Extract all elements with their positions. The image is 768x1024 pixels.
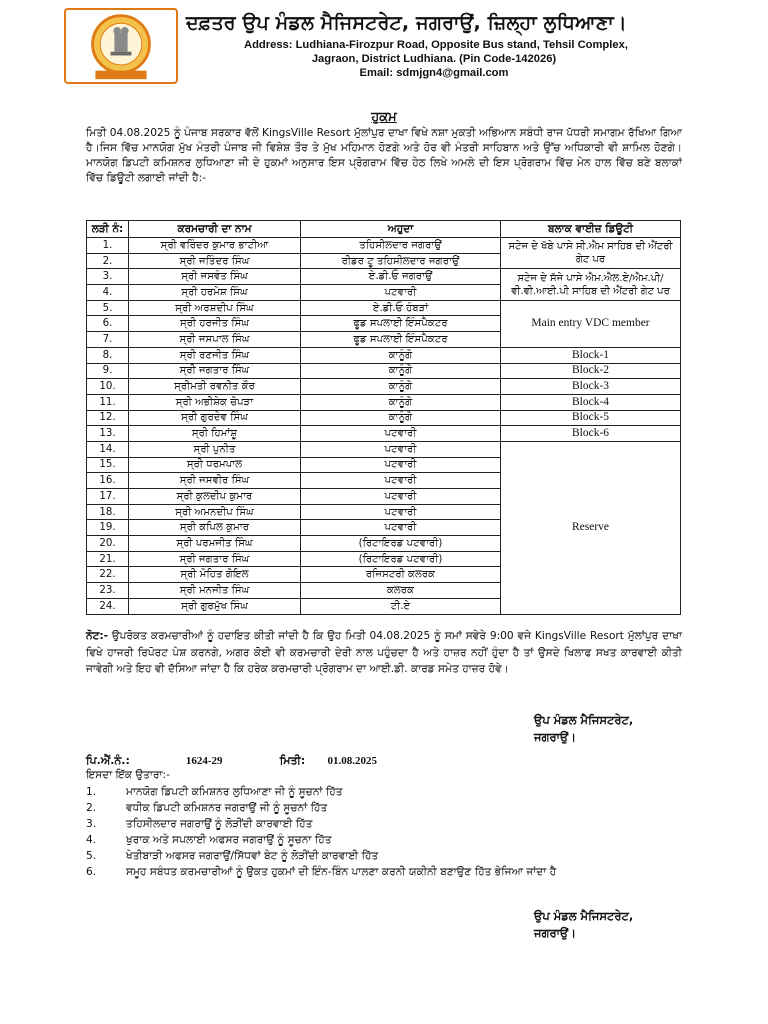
cell-employee-name: ਸ੍ਰੀ ਰਣਜੀਤ ਸਿੰਘ [129, 347, 301, 363]
cell-designation: ਰੀਡਰ ਟੂ ਤਹਿਸੀਲਦਾਰ ਜਗਰਾਉਂ [301, 253, 501, 269]
cell-designation: ਪਟਵਾਰੀ [301, 426, 501, 442]
note-section [86, 628, 682, 678]
cell-employee-name: ਸ੍ਰੀ ਜਗਤਾਰ ਸਿੰਘ [129, 363, 301, 379]
memo-date: 01.08.2025 [327, 755, 378, 767]
cell-serial: 9. [87, 363, 129, 379]
cell-serial: 10. [87, 379, 129, 395]
cell-serial: 15. [87, 457, 129, 473]
cell-employee-name: ਸ੍ਰੀ ਜਸਪਾਲ ਸਿੰਘ [129, 332, 301, 348]
duty-block: Block-2 [501, 363, 681, 379]
copy-intro: ਇਸਦਾ ਇੱਕ ਉਤਾਰਾ:- [86, 769, 170, 781]
office-email: Email: sdmjgn4@gmail.com [359, 67, 509, 79]
cell-designation: ਕਾਨੂੰਗੋ [301, 347, 501, 363]
duty-block: Block-6 [501, 426, 681, 442]
cell-employee-name: ਸ੍ਰੀ ਪਰਮਜੀਤ ਸਿੰਘ [129, 536, 301, 552]
copy-list [86, 784, 686, 880]
duty-block: Block-3 [501, 379, 681, 395]
cell-designation: ਪਟਵਾਰੀ [301, 457, 501, 473]
signature-place: ਜਗਰਾਉਂ। [534, 730, 576, 744]
signature-block-2 [534, 908, 633, 942]
cell-serial: 6. [87, 316, 129, 332]
cell-designation: ਰਜਿਸਟਰੀ ਕਲਰਕ [301, 567, 501, 583]
cell-employee-name: ਸ੍ਰੀ ਹਿਮਾਂਸ਼ੂ [129, 426, 301, 442]
cell-serial: 22. [87, 567, 129, 583]
cell-employee-name: ਸ੍ਰੀ ਜਸਵੀਰ ਸਿੰਘ [129, 473, 301, 489]
cell-employee-name: ਸ੍ਰੀ ਅਭੀਸ਼ੇਕ ਚੋਪੜਾ [129, 394, 301, 410]
cell-employee-name: ਸ੍ਰੀ ਮੋਹਿਤ ਗੋਇਲ [129, 567, 301, 583]
duty-block: Block-5 [501, 410, 681, 426]
cell-designation: ਪਟਵਾਰੀ [301, 285, 501, 301]
copy-item-text: ਵਧੀਕ ਡਿਪਟੀ ਕਮਿਸ਼ਨਰ ਜਗਰਾਉਂ ਜੀ ਨੂੰ ਸੂਚਨਾਂ ਹਿੱਤ [126, 802, 328, 814]
signature-title: ਉਪ ਮੰਡਲ ਮੈਜਿਸਟਰੇਟ, [534, 909, 634, 923]
memo-label: ਪਿ.ਐਂ.ਨੰ.: [86, 754, 130, 767]
duty-mla-entry-gate: ਸਟੇਜ ਦੇ ਸੱਜੇ ਪਾਸੇ ਐਮ.ਐਲ.ਏ/ਐਮ.ਪੀ/ਵੀ.ਵੀ.ਆਈ.ਪੀ ਸਾਹਿਬ ਦੀ ਐਂਟਰੀ ਗੇਟ ਪਰ [501, 269, 681, 300]
signature-title: ਉਪ ਮੰਡਲ ਮੈਜਿਸਟਰੇਟ, [534, 713, 634, 727]
note-label: ਨੋਟ:- [86, 630, 109, 642]
cell-designation: ਕਾਨੂੰਗੋ [301, 363, 501, 379]
table-row [87, 300, 681, 316]
cell-designation: ਕਾਨੂੰਗੋ [301, 379, 501, 395]
cell-employee-name: ਸ੍ਰੀ ਜਤਿੰਦਰ ਸਿੰਘ [129, 253, 301, 269]
cell-designation: ਫੂਡ ਸਪਲਾਈ ਇੰਸਪੈਕਟਰ [301, 316, 501, 332]
cell-serial: 18. [87, 504, 129, 520]
copy-list-item [86, 816, 686, 832]
copy-item-text: ਸਮੂਹ ਸਬੰਧਤ ਕਰਮਚਾਰੀਆਂ ਨੂੰ ਉਕਤ ਹੁਕਮਾਂ ਦੀ ਇੰਨ-ਬਿੰਨ ਪਾਲਣਾ ਕਰਨੀ ਯਕੀਨੀ ਬਣਾਉਣ ਹਿੱਤ ਭੇਜਿਆ ਜਾਂਦਾ ਹੈ [126, 866, 557, 878]
cell-designation: ਪਟਵਾਰੀ [301, 441, 501, 457]
cell-designation: ਏ.ਡੀ.ਓ ਹੰਬੜਾਂ [301, 300, 501, 316]
cell-employee-name: ਸ੍ਰੀ ਜਸਵੰਤ ਸਿੰਘ [129, 269, 301, 285]
cell-designation: ਪਟਵਾਰੀ [301, 489, 501, 505]
cell-designation: ਫੂਡ ਸਪਲਾਈ ਇੰਸਪੈਕਟਰ [301, 332, 501, 348]
table-row [87, 347, 681, 363]
cell-designation: ਪਟਵਾਰੀ [301, 504, 501, 520]
cell-serial: 5. [87, 300, 129, 316]
cell-serial: 20. [87, 536, 129, 552]
table-row [87, 379, 681, 395]
duty-table-header [87, 221, 681, 238]
office-title: ਦਫ਼ਤਰ ਉਪ ਮੰਡਲ ਮੈਜਿਸਟਰੇਟ, ਜਗਰਾਉਂ, ਜ਼ਿਲ੍ਹਾ ਲੁਧਿਆਣਾ। [186, 12, 627, 34]
office-address [244, 38, 628, 80]
address-line-2: Jagraon, District Ludhiana. (Pin Code-142026) [311, 53, 557, 65]
cell-serial: 11. [87, 394, 129, 410]
table-row [87, 410, 681, 426]
cell-serial: 2. [87, 253, 129, 269]
duty-block: Block-1 [501, 347, 681, 363]
cell-employee-name: ਸ੍ਰੀ ਅਰਸ਼ਦੀਪ ਸਿੰਘ [129, 300, 301, 316]
copy-item-number: 1. [86, 786, 97, 798]
copy-list-item [86, 832, 686, 848]
cell-serial: 17. [87, 489, 129, 505]
signature-block-1 [534, 712, 633, 746]
address-line-1: Address: Ludhiana-Firozpur Road, Opposite Bus stand, Tehsil Complex, [244, 39, 628, 51]
copy-item-number: 6. [86, 866, 97, 878]
duty-block: Block-4 [501, 394, 681, 410]
col-block-duty: ਬਲਾਕ ਵਾਈਜ਼ ਡਿਊਟੀ [501, 221, 681, 238]
duty-table-body [87, 238, 681, 615]
punjab-govt-emblem-logo [64, 8, 178, 84]
cell-designation: ਟੀ.ਏ [301, 598, 501, 614]
cell-serial: 13. [87, 426, 129, 442]
cell-employee-name: ਸ੍ਰੀ ਕੁਲਦੀਪ ਕੁਮਾਰ [129, 489, 301, 505]
cell-serial: 24. [87, 598, 129, 614]
copy-list-item [86, 864, 686, 880]
copy-item-number: 5. [86, 850, 97, 862]
col-employee-name: ਕਰਮਚਾਰੀ ਦਾ ਨਾਮ [129, 221, 301, 238]
cell-employee-name: ਸ੍ਰੀ ਕਪਿਲ ਕੁਮਾਰ [129, 520, 301, 536]
memo-line [86, 754, 377, 768]
table-row [87, 269, 681, 285]
copy-list-item [86, 784, 686, 800]
copy-item-text: ਮਾਨਯੋਗ ਡਿਪਟੀ ਕਮਿਸ਼ਨਰ ਲੁਧਿਆਣਾ ਜੀ ਨੂੰ ਸੂਚਨਾਂ ਹਿੱਤ [126, 786, 343, 798]
table-row [87, 238, 681, 254]
col-designation: ਅਹੁਦਾ [301, 221, 501, 238]
cell-designation: ਪਟਵਾਰੀ [301, 520, 501, 536]
table-row [87, 363, 681, 379]
cell-employee-name: ਸ੍ਰੀ ਜਗਤਾਰ ਸਿੰਘ [129, 551, 301, 567]
cell-designation: ਕਾਨੂੰਗੋ [301, 410, 501, 426]
copy-item-number: 2. [86, 802, 97, 814]
duty-table [86, 220, 681, 615]
cell-employee-name: ਸ੍ਰੀ ਵਰਿੰਦਰ ਕੁਮਾਰ ਭਾਟੀਆ [129, 238, 301, 254]
cell-employee-name: ਸ੍ਰੀ ਧਰਮਪਾਲ [129, 457, 301, 473]
cell-designation: ਏ.ਡੀ.ਓ ਜਗਰਾਉਂ [301, 269, 501, 285]
cell-serial: 19. [87, 520, 129, 536]
copy-item-text: ਤਹਿਸੀਲਦਾਰ ਜਗਰਾਉਂ ਨੂੰ ਲੋੜੀਂਦੀ ਕਾਰਵਾਈ ਹਿੱਤ [126, 818, 313, 830]
note-text: ਉਪਰੋਕਤ ਕਰਮਚਾਰੀਆਂ ਨੂੰ ਹਦਾਇਤ ਕੀਤੀ ਜਾਂਦੀ ਹੈ ਕਿ ਉਹ ਮਿਤੀ 04.08.2025 ਨੂੰ ਸਮਾਂ ਸਵੇਰੇ 9:00 ਵਜੇ KingsVille Resort ਮੁੱਲਾਂਪੁਰ ਦਾਖਾ ਵਿਖੇ ਹਾਜਰੀ ਰਿਪੋਰਟ ਪੇਸ਼ ਕਰਨਗੇ, ਅਗਰ ਕੋਈ ਵੀ ਕਰਮਚਾਰੀ ਦੇਰੀ ਨਾਲ ਪਹੁੰਚਦਾ ਹੈ ਅਤੇ ਹਾਜ਼ਰ ਨਹੀਂ ਹੁੰਦਾ ਹੈ ਤਾਂ ਉਸਦੇ ਖਿਲਾਫ ਸਖਤ ਕਾਰਵਾਈ ਕੀਤੀ ਜਾਵੇਗੀ ਅਤੇ ਇਹ ਵੀ ਦੱਸਿਆ ਜਾਂਦਾ ਹੈ ਕਿ ਹਰੇਕ ਕਰਮਚਾਰੀ ਪ੍ਰੋਗਰਾਮ ਦਾ ਆਈ.ਡੀ. ਕਾਰਡ ਸਮੇਤ ਹਾਜ਼ਰ ਹੋਵੇ। [86, 630, 682, 676]
table-row [87, 394, 681, 410]
cell-serial: 3. [87, 269, 129, 285]
memo-date-label: ਮਿਤੀ: [279, 754, 306, 767]
cell-serial: 8. [87, 347, 129, 363]
cell-designation: ਕਾਨੂੰਗੋ [301, 394, 501, 410]
cell-employee-name: ਸ੍ਰੀ ਮਨਜੀਤ ਸਿੰਘ [129, 583, 301, 599]
table-row [87, 441, 681, 457]
copy-list-item [86, 848, 686, 864]
cell-employee-name: ਸ੍ਰੀ ਗੁਰਮੁੱਖ ਸਿੰਘ [129, 598, 301, 614]
cell-serial: 12. [87, 410, 129, 426]
cell-serial: 1. [87, 238, 129, 254]
signature-place: ਜਗਰਾਉਂ। [534, 926, 576, 940]
cell-designation: ਕਲਰਕ [301, 583, 501, 599]
cell-serial: 7. [87, 332, 129, 348]
cell-employee-name: ਸ੍ਰੀ ਪੁਨੀਤ [129, 441, 301, 457]
duty-reserve: Reserve [501, 441, 681, 614]
cell-serial: 23. [87, 583, 129, 599]
cell-serial: 14. [87, 441, 129, 457]
cell-serial: 4. [87, 285, 129, 301]
copy-item-number: 4. [86, 834, 97, 846]
copy-item-text: ਖੁਰਾਕ ਅਤੇ ਸਪਲਾਈ ਅਫਸਰ ਜਗਰਾਉਂ ਨੂੰ ਸੂਚਨਾ ਹਿੱਤ [126, 834, 332, 846]
duty-main-entry: Main entry VDC member [501, 300, 681, 347]
cell-employee-name: ਸ੍ਰੀ ਅਮਨਦੀਪ ਸਿੰਘ [129, 504, 301, 520]
cell-designation: (ਰਿਟਾਇਰਡ ਪਟਵਾਰੀ) [301, 536, 501, 552]
cell-designation: (ਰਿਟਾਇਰਡ ਪਟਵਾਰੀ) [301, 551, 501, 567]
cell-designation: ਤਹਿਸੀਲਦਾਰ ਜਗਰਾਉਂ [301, 238, 501, 254]
copy-list-item [86, 800, 686, 816]
table-row [87, 426, 681, 442]
col-serial: ਲੜੀ ਨੰ: [87, 221, 129, 238]
copy-item-number: 3. [86, 818, 97, 830]
cell-employee-name: ਸ੍ਰੀ ਹਰਜੀਤ ਸਿੰਘ [129, 316, 301, 332]
duty-cm-entry-gate: ਸਟੇਜ ਦੇ ਖੱਬੇ ਪਾਸੇ ਸੀ.ਐਮ ਸਾਹਿਬ ਦੀ ਐਂਟਰੀ ਗੇਟ ਪਰ [501, 238, 681, 269]
copy-item-text: ਖੇਤੀਬਾੜੀ ਅਫਸਰ ਜਗਰਾਉਂ/ਸਿੱਧਵਾਂ ਬੇਟ ਨੂੰ ਲੋੜੀਂਦੀ ਕਾਰਵਾਈ ਹਿੱਤ [126, 850, 379, 862]
order-heading: ਹੁਕਮ [371, 110, 397, 125]
cell-employee-name: ਸ੍ਰੀ ਗੁਰਦੇਵ ਸਿੰਘ [129, 410, 301, 426]
cell-employee-name: ਸ੍ਰੀ ਹਰਮੇਸ਼ ਸਿੰਘ [129, 285, 301, 301]
cell-serial: 21. [87, 551, 129, 567]
cell-employee-name: ਸ੍ਰੀਮਤੀ ਰਵਨੀਤ ਕੌਰ [129, 379, 301, 395]
cell-designation: ਪਟਵਾਰੀ [301, 473, 501, 489]
order-paragraph: ਮਿਤੀ 04.08.2025 ਨੂੰ ਪੰਜਾਬ ਸਰਕਾਰ ਵੱਲੋਂ KingsVille Resort ਮੁੱਲਾਂਪੁਰ ਦਾਖਾ ਵਿਖੇ ਨਸ਼ਾ ਮੁਕਤੀ ਅਭਿਆਨ ਸਬੰਧੀ ਰਾਜ ਪੱਧਰੀ ਸਮਾਗਮ ਰੱਖਿਆ ਗਿਆ ਹੈ।ਜਿਸ ਵਿੱਚ ਮਾਨਯੋਗ ਮੁੱਖ ਮੰਤਰੀ ਪੰਜਾਬ ਜੀ ਵਿਸ਼ੇਸ਼ ਤੌਰ ਤੇ ਮੁੱਖ ਮਹਿਮਾਨ ਹੋਣਗੇ ਅਤੇ ਹੋਰ ਵੀ ਮੰਤਰੀ ਸਾਹਿਬਾਨ ਅਤੇ ਉੱਚ ਅਧਿਕਾਰੀ ਵੀ ਸ਼ਾਮਿਲ ਹੋਣਗੇ। ਮਾਨਯੋਗ ਡਿਪਟੀ ਕਮਿਸ਼ਨਰ ਲੁਧਿਆਣਾ ਜੀ ਦੇ ਹੁਕਮਾਂ ਅਨੁਸਾਰ ਇਸ ਪ੍ਰੋਗਰਾਮ ਵਿੱਚ ਹੇਠ ਲਿਖੇ ਅਮਲੇ ਦੀ ਇਸ ਪ੍ਰੋਗਰਾਮ ਵਿੱਚ ਮੇਨ ਹਾਲ ਵਿੱਚ ਬਣੇ ਬਲਾਕਾਂ ਵਿੱਚ ਡਿਊਟੀ ਲਗਾਈ ਜਾਂਦੀ ਹੈ:- [86, 127, 682, 184]
cell-serial: 16. [87, 473, 129, 489]
memo-number: 1624-29 [185, 755, 223, 767]
